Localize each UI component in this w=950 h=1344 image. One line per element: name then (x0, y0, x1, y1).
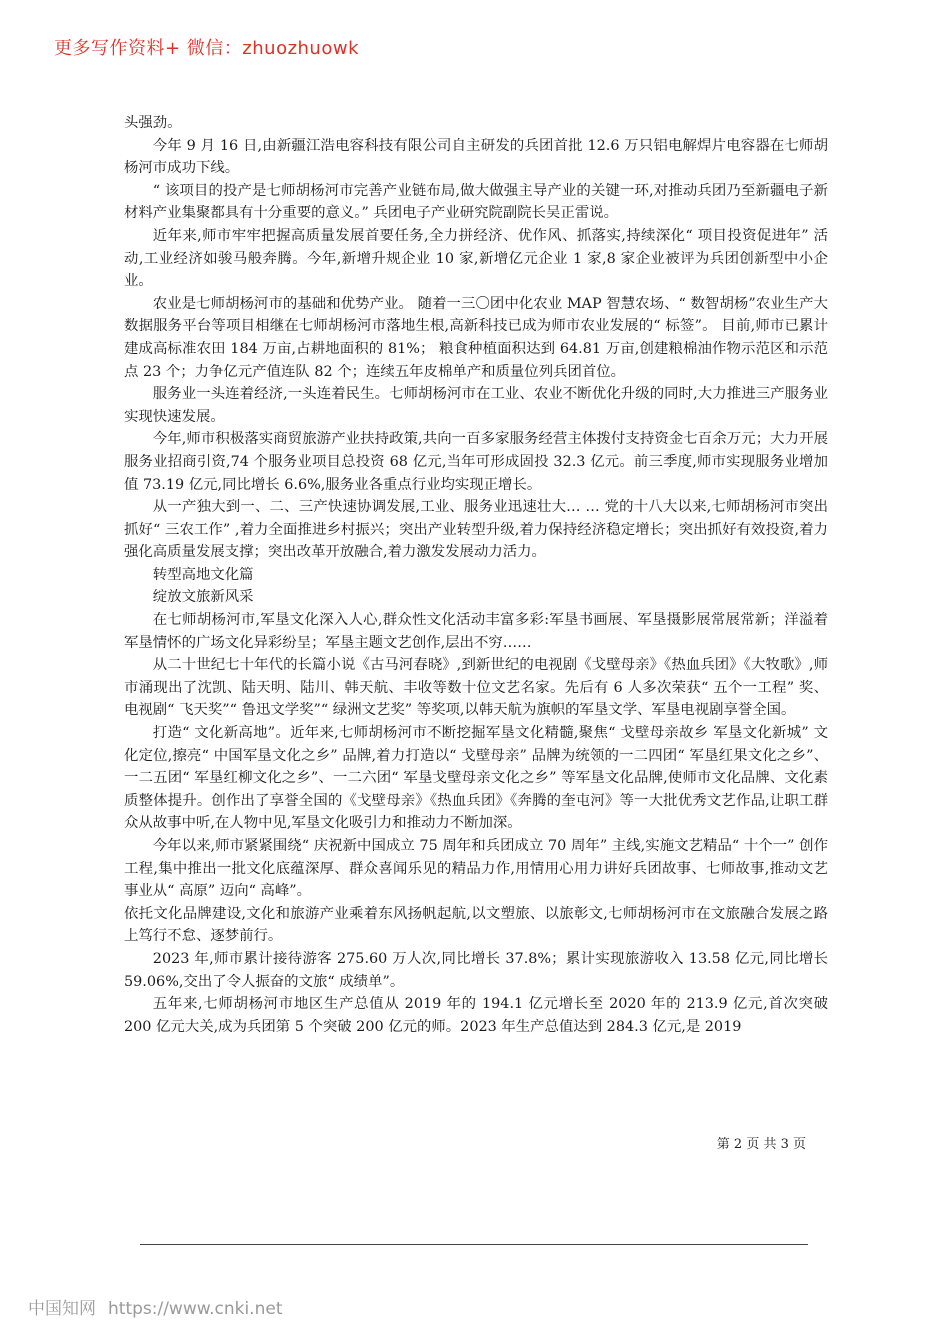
paragraph: 从二十世纪七十年代的长篇小说《古马河春晓》,到新世纪的电视剧《戈壁母亲》《热血兵团》《大牧歌》,师市涌现出了沈凯、陆天明、陆川、韩天航、丰收等数十位文艺名家。先后有 6 人多次荣获“ 五个一工程” 奖、电视剧“ 飞天奖”“ 鲁迅文学奖”“ 绿洲文艺奖” 等奖项,以韩天航为旗帜的军垦文学、军垦电视剧享誉全国。 (124, 657, 828, 719)
paragraph: 今年,师市积极落实商贸旅游产业扶持政策,共向一百多家服务经营主体拨付支持资金七百余万元；大力开展服务业招商引资,74 个服务业项目总投资 68 亿元,当年可形成固投 32.3 亿元。前三季度,师市实现服务业增加值 73.19 亿元,同比增长 6.6%,服务业各重点行业均实现正增长。 (124, 431, 828, 493)
paragraph: 五年来,七师胡杨河市地区生产总值从 2019 年的 194.1 亿元增长至 2020 年的 213.9 亿元,首次突破 200 亿元大关,成为兵团第 5 个突破 200 亿元的师。2023 年生产总值达到 284.3 亿元,是 2019 (124, 996, 828, 1035)
watermark-footer (28, 1294, 282, 1319)
paragraph: 从一产独大到一、二、三产快速协调发展,工业、服务业迅速壮大… … 党的十八大以来,七师胡杨河市突出抓好“ 三农工作” ,着力全面推进乡村振兴；突出产业转型升级,着力保持经济稳定增长；突出抓好有效投资,着力强化高质量发展支撑；突出改革开放融合,着力激发发展动力活力。 (124, 499, 828, 561)
cnki-url: https://www.cnki.net (108, 1299, 283, 1319)
paragraph: 打造“ 文化新高地”。近年来,七师胡杨河市不断挖掘军垦文化精髓,聚焦“ 戈壁母亲故乡 军垦文化新城” 文化定位,擦亮“ 中国军垦文化之乡” 品牌,着力打造以“ 戈壁母亲” 品牌为统领的一二四团“ 军垦红果文化之乡”、一二五团“ 军垦红柳文化之乡”、一二六团“ 军垦戈壁母亲文化之乡” 等军垦文化品牌,使师市文化品牌、文化素质整体提升。创作出了享誉全国的《戈壁母亲》《热血兵团》《奔腾的奎屯河》等一大批优秀文艺作品,让职工群众从故事中听,在人物中见,军垦文化吸引力和推动力不断加深。 (124, 725, 828, 832)
page-number: 第 2 页 共 3 页 (716, 1137, 806, 1152)
paragraph: 服务业一头连着经济,一头连着民生。七师胡杨河市在工业、农业不断优化升级的同时,大力推进三产服务业实现快速发展。 (124, 386, 828, 425)
cnki-brand: 中国知网 (28, 1299, 96, 1319)
paragraph: 农业是七师胡杨河市的基础和优势产业。 随着一三〇团中化农业 MAP 智慧农场、“ 数智胡杨”农业生产大数据服务平台等项目相继在七师胡杨河市落地生根,高新科技已成为师市农业发展的“ 标签”。 目前,师市已累计建成高标准农田 184 万亩,占耕地面积的 81%； 粮食种植面积达到 64.81 万亩,创建粮棉油作物示范区和示范点 23 个；力争亿元产值连队 82 个；连续五年皮棉单产和质量位列兵团首位。 (124, 295, 828, 380)
footer-divider (140, 1244, 808, 1245)
section-heading: 转型高地文化篇 (152, 566, 254, 583)
paragraph: 在七师胡杨河市,军垦文化深入人心,群众性文化活动丰富多彩:军垦书画展、军垦摄影展常展常新；洋溢着军垦情怀的广场文化异彩纷呈；军垦主题文艺创作,层出不穷…… (124, 612, 828, 651)
paragraph: 近年来,师市牢牢把握高质量发展首要任务,全力拼经济、优作风、抓落实,持续深化“ 项目投资促进年” 活动,工业经济如骏马般奔腾。今年,新增升规企业 10 家,新增亿元企业 1 家,8 家企业被评为兵团创新型中小企业。 (124, 227, 828, 290)
paragraph: 头强劲。 (124, 115, 182, 131)
promo-banner: 更多写作资料+ 微信：zhuozhuowk (54, 38, 360, 59)
paragraph: 今年 9 月 16 日,由新疆江浩电容科技有限公司自主研发的兵团首批 12.6 万只铝电解焊片电容器在七师胡杨河市成功下线。 (124, 137, 828, 177)
section-subheading: 绽放文旅新风采 (152, 589, 254, 606)
paragraph: 依托文化品牌建设,文化和旅游产业乘着东风扬帆起航,以文塑旅、以旅彰文,七师胡杨河市在文旅融合发展之路上笃行不怠、逐梦前行。 (124, 905, 828, 945)
paragraph: 2023 年,师市累计接待游客 275.60 万人次,同比增长 37.8%；累计实现旅游收入 13.58 亿元,同比增长 59.06%,交出了令人振奋的文旅“ 成绩单”。 (124, 950, 828, 990)
paragraph: 今年以来,师市紧紧围绕“ 庆祝新中国成立 75 周年和兵团成立 70 周年” 主线,实施文艺精品“ 十个一” 创作工程,集中推出一批文化底蕴深厚、群众喜闻乐见的精品力作,用情用心用力讲好兵团故事、七师故事,推动文艺事业从“ 高原” 迈向“ 高峰”。 (124, 838, 828, 900)
paragraph: “ 该项目的投产是七师胡杨河市完善产业链布局,做大做强主导产业的关键一环,对推动兵团乃至新疆电子新材料产业集聚都具有十分重要的意义。” 兵团电子产业研究院副院长吴正雷说。 (124, 182, 828, 222)
document-body (124, 112, 828, 1038)
